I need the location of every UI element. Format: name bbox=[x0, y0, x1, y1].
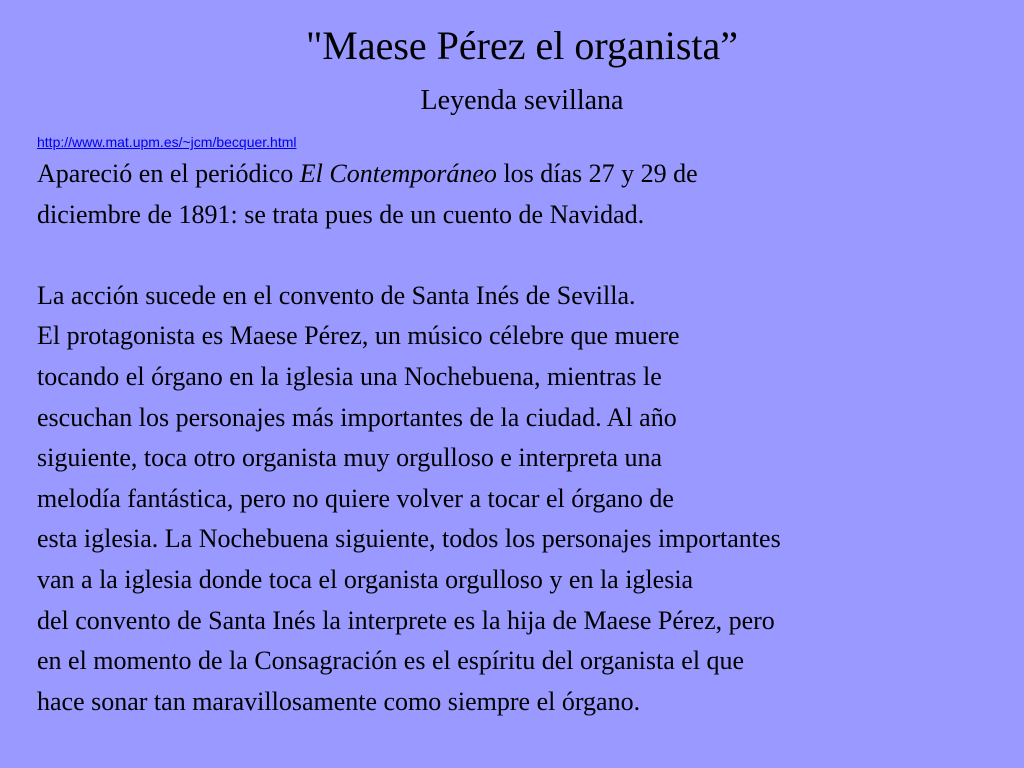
summary-line: en el momento de la Consagración es el espíritu del organista el que bbox=[37, 646, 745, 676]
intro-line-2: diciembre de 1891: se trata pues de un cuento de Navidad. bbox=[37, 199, 645, 229]
summary-line: escuchan los personajes más importantes de la ciudad. Al año bbox=[37, 402, 677, 432]
newspaper-name: El Contemporáneo bbox=[299, 159, 497, 188]
summary-line: melodía fantástica, pero no quiere volver a tocar el órgano de bbox=[37, 483, 674, 513]
paragraph-spacer bbox=[37, 235, 1022, 276]
slide-body bbox=[37, 154, 1022, 722]
intro-text-after: los días 27 y 29 de bbox=[496, 159, 698, 188]
source-link[interactable]: http://www.mat.upm.es/~jcm/becquer.html bbox=[37, 134, 297, 150]
summary-line: tocando el órgano en la iglesia una Nochebuena, mientras le bbox=[37, 361, 662, 391]
summary-line: del convento de Santa Inés la interprete es la hija de Maese Pérez, pero bbox=[37, 605, 775, 635]
summary-line: El protagonista es Maese Pérez, un músico célebre que muere bbox=[37, 321, 680, 351]
summary-line: esta iglesia. La Nochebuena siguiente, todos los personajes importantes bbox=[37, 524, 781, 554]
summary-line: hace sonar tan maravillosamente como siempre el órgano. bbox=[37, 686, 641, 716]
summary-line: La acción sucede en el convento de Santa Inés de Sevilla. bbox=[37, 280, 636, 310]
intro-line-1 bbox=[37, 154, 1022, 195]
summary-line: van a la iglesia donde toca el organista orgulloso y en la iglesia bbox=[37, 564, 694, 594]
summary-line: siguiente, toca otro organista muy orgulloso e interpreta una bbox=[37, 443, 663, 473]
slide-subtitle: Leyenda sevillana bbox=[420, 85, 624, 116]
slide-title: "Maese Pérez el organista” bbox=[305, 23, 739, 68]
intro-text-before: Apareció en el periódico bbox=[37, 159, 300, 188]
